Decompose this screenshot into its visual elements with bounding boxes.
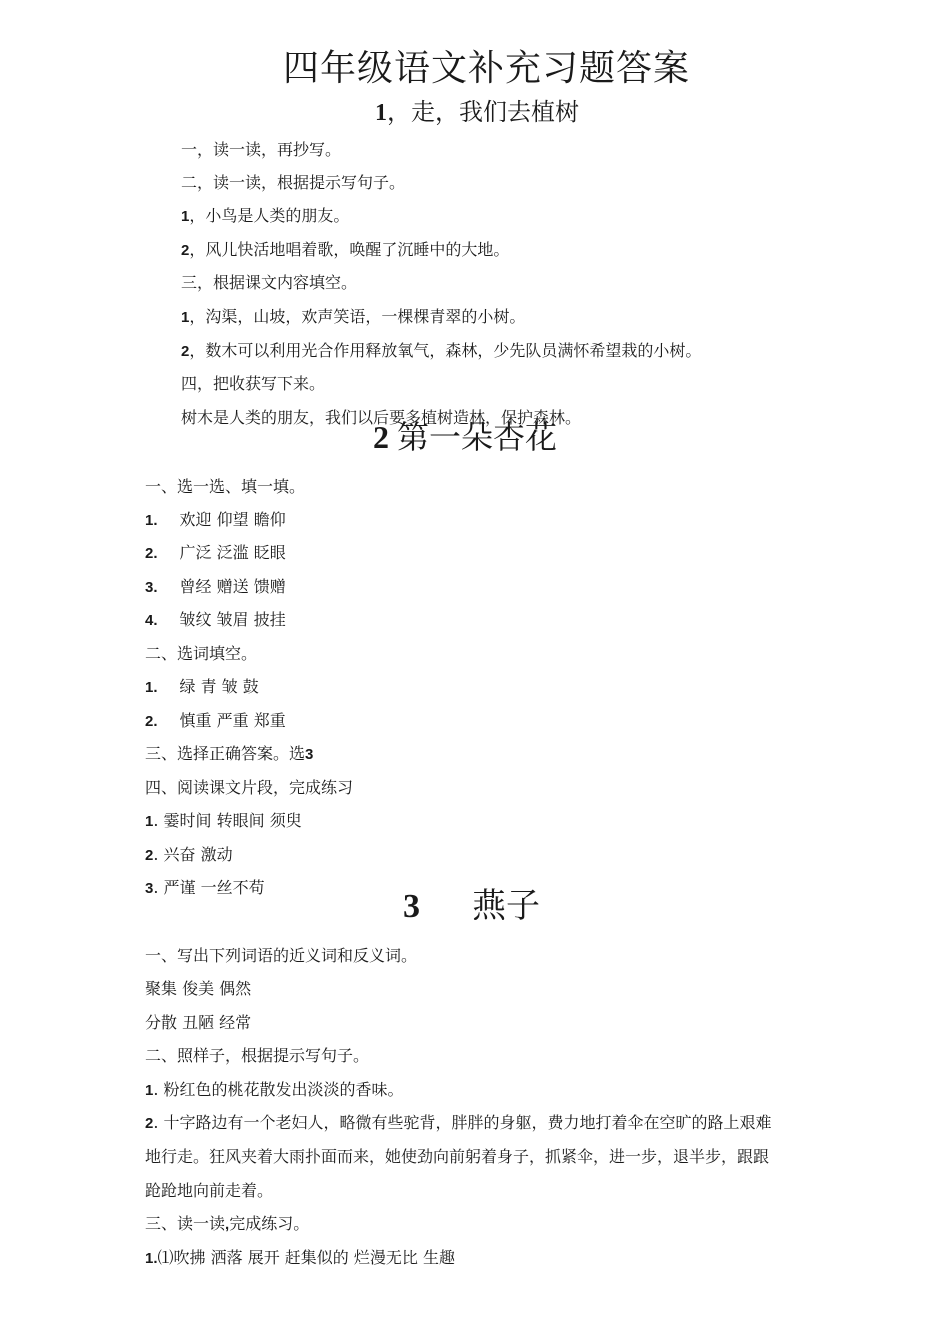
lesson3-line: 聚集 俊美 偶然: [145, 979, 252, 998]
lesson2-number: 2: [373, 419, 389, 455]
lesson1-line: 1，小鸟是人类的朋友。: [181, 206, 350, 225]
lesson2-line: 1. 霎时间 转眼间 须臾: [145, 811, 302, 830]
lesson2-heading: [373, 412, 557, 458]
lesson1-line: 二，读一读，根据提示写句子。: [181, 173, 406, 192]
lesson1-number: 1: [375, 100, 387, 126]
lesson1-line: 四，把收获写下来。: [181, 374, 326, 393]
lesson2-line: 三、选择正确答案。选3: [145, 744, 314, 763]
lesson2-line: 3. 曾经 赠送 馈赠: [145, 577, 286, 596]
lesson2-line: 2. 慎重 严重 郑重: [145, 711, 286, 730]
lesson1-line: 树木是人类的朋友，我们以后要多植树造林，保护森林。: [181, 408, 582, 427]
lesson3-line: 跄跄地向前走着。: [145, 1181, 274, 1200]
lesson2-line: 二、选词填空。: [145, 644, 258, 663]
lesson2-title: 第一朵杏花: [397, 418, 558, 456]
lesson3-heading: [403, 878, 540, 927]
lesson2-line: 2. 兴奋 激动: [145, 845, 233, 864]
lesson3-line: 二、照样子，根据提示写句子。: [145, 1046, 370, 1065]
lesson2-line: 2. 广泛 泛滥 眨眼: [145, 543, 286, 562]
lesson3-line: 1.⑴吹拂 洒落 展开 赶集似的 烂漫无比 生趣: [145, 1248, 455, 1267]
lesson1-heading: [375, 92, 579, 127]
lesson1-title: ，走，我们去植树: [387, 98, 579, 126]
lesson3-title: 燕子: [472, 886, 540, 926]
lesson2-line: 4. 皱纹 皱眉 披挂: [145, 610, 286, 629]
page-title: 四年级语文补充习题答案: [283, 48, 691, 89]
lesson3-line: 三、读一读,完成练习。: [145, 1214, 310, 1233]
lesson3-line: 分散 丑陋 经常: [145, 1013, 252, 1032]
lesson2-line: 1. 绿 青 皱 鼓: [145, 677, 259, 696]
lesson2-line: 一、选一选、填一填。: [145, 477, 306, 496]
lesson3-line: 地行走。狂风夹着大雨扑面而来，她使劲向前躬着身子，抓紧伞，进一步，退半步，跟跟: [145, 1147, 770, 1166]
lesson1-line: 2，风儿快活地唱着歌，唤醒了沉睡中的大地。: [181, 240, 510, 259]
lesson1-line: 2，数木可以利用光合作用释放氧气，森林，少先队员满怀希望栽的小树。: [181, 341, 702, 360]
lesson2-line: 四、阅读课文片段，完成练习: [145, 778, 354, 797]
lesson3-line: 2. 十字路边有一个老妇人，略微有些驼背，胖胖的身躯，费力地打着伞在空旷的路上艰难: [145, 1113, 772, 1132]
lesson2-line: 3. 严谨 一丝不苟: [145, 878, 265, 897]
lesson1-line: 三，根据课文内容填空。: [181, 273, 358, 292]
lesson1-line: 一，读一读，再抄写。: [181, 140, 342, 159]
lesson1-line: 1，沟渠，山坡，欢声笑语，一棵棵青翠的小树。: [181, 307, 526, 326]
lesson2-line: 1. 欢迎 仰望 瞻仰: [145, 510, 286, 529]
lesson3-number: 3: [403, 888, 420, 925]
lesson3-line: 1. 粉红色的桃花散发出淡淡的香味。: [145, 1080, 404, 1099]
lesson3-line: 一、写出下列词语的近义词和反义词。: [145, 946, 418, 965]
